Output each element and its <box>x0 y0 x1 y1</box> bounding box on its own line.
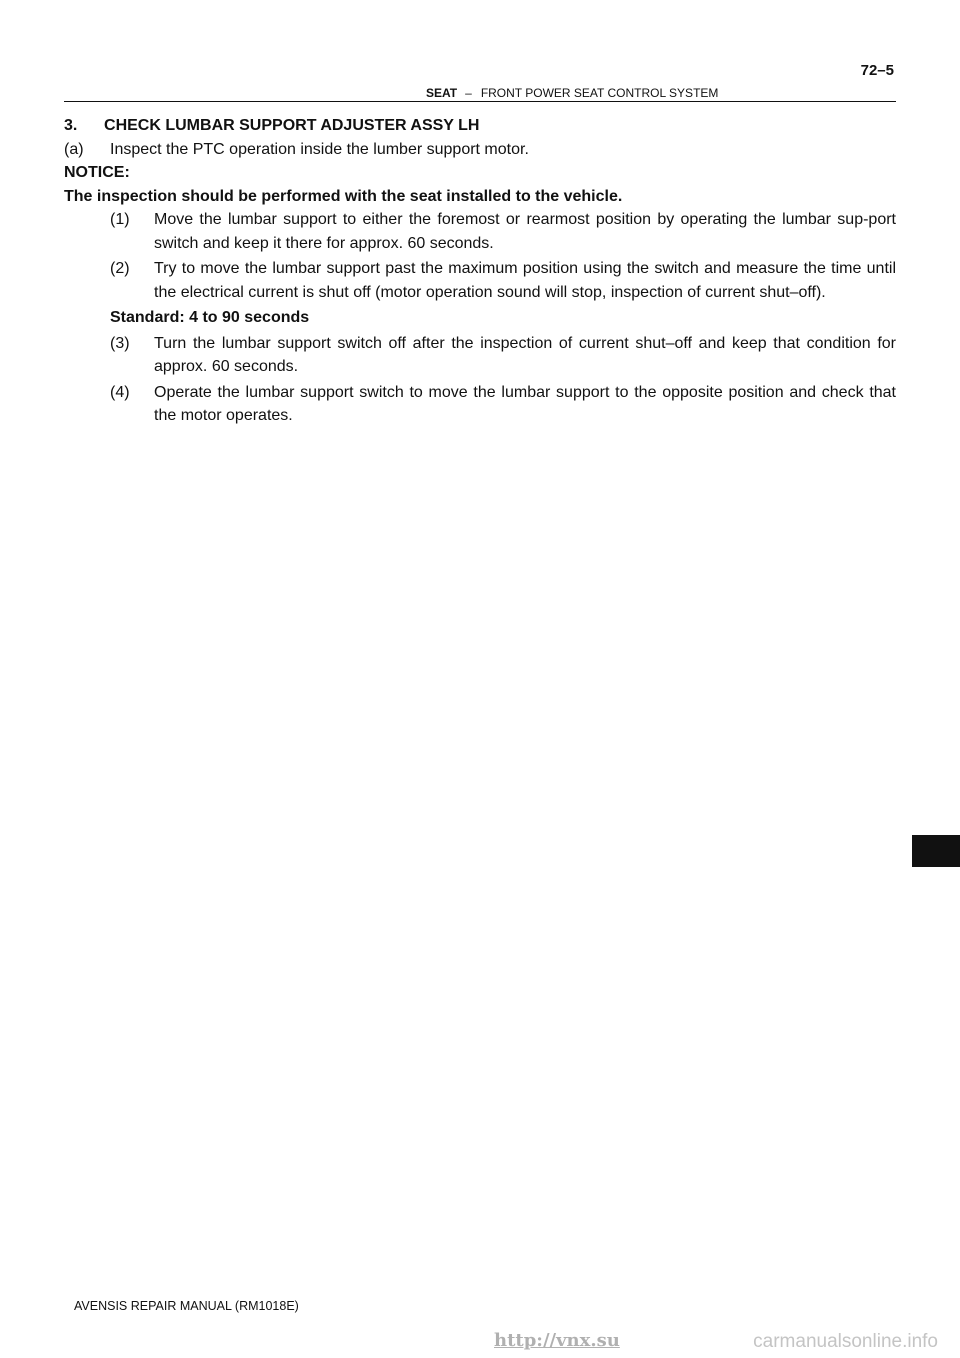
header-rule <box>64 101 896 102</box>
step-number: (1) <box>110 211 130 228</box>
watermark-site: carmanualsonline.info <box>753 1331 938 1352</box>
procedure-steps <box>110 208 896 428</box>
step-text: Try to move the lumbar support past the maximum position using the switch and measure the time until the electrical current is shut off (motor operation sound will stop, inspection of current shut–off). <box>154 260 896 301</box>
notice-text: The inspection should be performed with the seat installed to the vehicle. <box>64 187 623 205</box>
step-a <box>64 138 896 162</box>
watermark-url[interactable]: http://vnx.su <box>494 1330 620 1351</box>
document-body <box>64 114 896 430</box>
step-number: (4) <box>110 383 130 401</box>
list-item <box>110 257 896 304</box>
page-number: 72–5 <box>860 62 894 79</box>
section-index-tab <box>912 835 960 867</box>
header-subsection: FRONT POWER SEAT CONTROL SYSTEM <box>480 86 719 100</box>
standard-value: Standard: 4 to 90 seconds <box>110 309 310 326</box>
footer-manual-title: AVENSIS REPAIR MANUAL (RM1018E) <box>74 1299 299 1313</box>
section-heading: 3. CHECK LUMBAR SUPPORT ADJUSTER ASSY LH <box>64 117 480 134</box>
notice-title: NOTICE: <box>64 164 130 181</box>
header-section: SEAT <box>426 86 458 100</box>
step-number: (3) <box>110 334 130 352</box>
list-item <box>110 381 896 428</box>
list-item <box>110 332 896 379</box>
step-text: Operate the lumbar support switch to move the lumbar support to the opposite position and check that the motor operates. <box>154 383 896 424</box>
step-a-label: (a) <box>64 140 84 158</box>
list-item <box>110 208 896 255</box>
header-title <box>426 86 718 100</box>
step-text: Move the lumbar support to either the foremost or rearmost position by operating the lumbar sup-port switch and keep it there for approx. 60 seconds. <box>154 211 896 252</box>
running-header <box>64 86 896 104</box>
step-number: (2) <box>110 260 130 277</box>
header-dash: – <box>465 86 472 100</box>
step-text: Turn the lumbar support switch off after the inspection of current shut–off and keep that condition for approx. 60 seconds. <box>154 334 896 375</box>
step-a-text: Inspect the PTC operation inside the lumber support motor. <box>110 140 529 158</box>
